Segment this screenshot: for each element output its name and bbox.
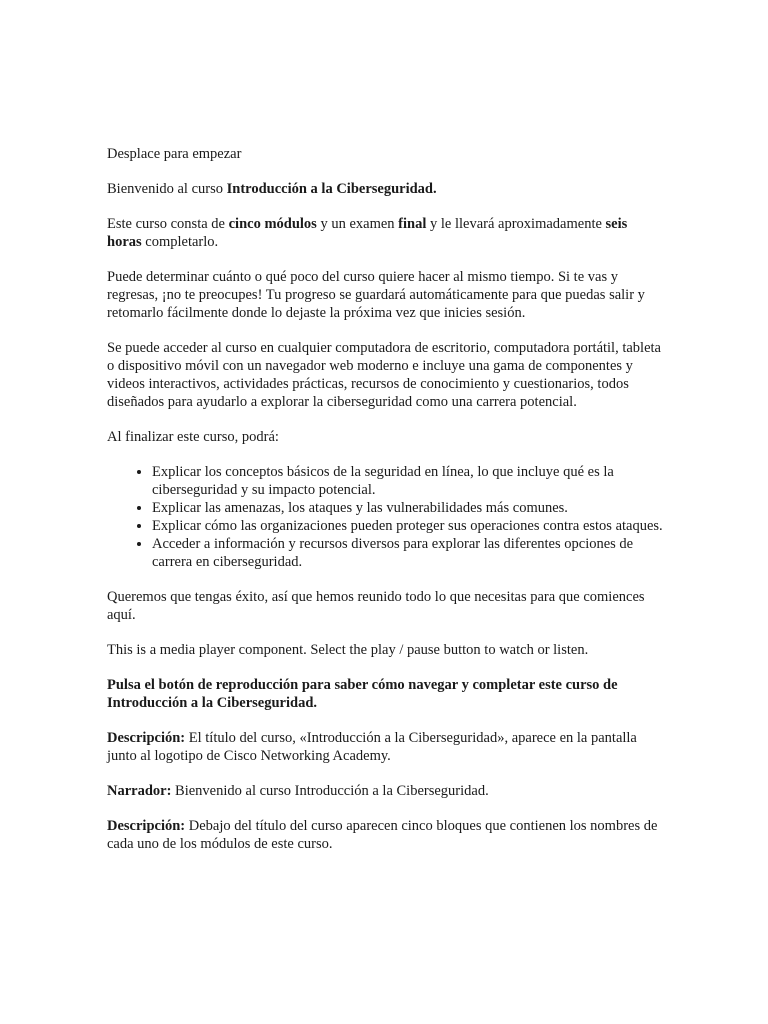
list-item: • Acceder a información y recursos diversos para explorar las diferentes opciones de carrera en ciberseguridad.	[152, 535, 663, 571]
list-item: • Explicar los conceptos básicos de la seguridad en línea, lo que incluye qué es la ciberseguridad y su impacto potencial.	[152, 463, 663, 499]
access-paragraph: Se puede acceder al curso en cualquier computadora de escritorio, computadora portátil, tableta o dispositivo móvil con un navegador web moderno e incluye una gama de componentes y videos interactivos, actividades prácticas, recursos de conocimiento y cuestionarios, todos diseñados para ayudarlo a explorar la ciberseguridad como una carrera potencial.	[107, 340, 661, 410]
list-item: • Explicar las amenazas, los ataques y las vulnerabilidades más comunes.	[152, 499, 663, 517]
play-instruction-text: Pulsa el botón de reproducción para saber cómo navegar y completar este curso de Introducción a la Ciberseguridad.	[107, 677, 618, 711]
transcript-label: Narrador:	[107, 783, 172, 799]
transcript-entry	[107, 782, 663, 800]
structure-hours: seis horas	[107, 216, 628, 250]
structure-text-2: y un examen	[316, 216, 399, 232]
welcome-paragraph	[107, 180, 663, 198]
transcript-label: Descripción:	[107, 730, 186, 746]
welcome-prefix: Bienvenido al curso	[107, 181, 227, 197]
transcript-text: Debajo del título del curso aparecen cinco bloques que contienen los nombres de cada uno de los módulos de este curso.	[107, 818, 658, 852]
play-instruction	[107, 676, 663, 712]
transcript-entry	[107, 817, 663, 853]
pace-paragraph: Puede determinar cuánto o qué poco del curso quiere hacer al mismo tiempo. Si te vas y regresas, ¡no te preocupes! Tu progreso se guardará automáticamente para que puedas salir y retomarlo fácilmente donde lo dejaste la próxima vez que inicies sesión.	[107, 269, 645, 321]
media-player-note: This is a media player component. Select the play / pause button to watch or listen.	[107, 642, 589, 658]
outcomes-intro: Al finalizar este curso, podrá:	[107, 429, 279, 445]
transcript-text: Bienvenido al curso Introducción a la Ciberseguridad.	[171, 783, 489, 799]
structure-modules: cinco módulos	[228, 216, 317, 232]
scroll-prompt: Desplace para empezar	[107, 146, 242, 162]
structure-text-1: Este curso consta de	[107, 216, 229, 232]
transcript-entry	[107, 729, 663, 765]
outcomes-list	[107, 463, 663, 571]
course-structure-paragraph	[107, 215, 663, 251]
transcript-text: El título del curso, «Introducción a la Ciberseguridad», aparece en la pantalla junto al logotipo de Cisco Networking Academy.	[107, 730, 637, 764]
course-name: Introducción a la Ciberseguridad.	[226, 181, 437, 197]
transcript-label: Descripción:	[107, 818, 186, 834]
list-item: • Explicar cómo las organizaciones pueden proteger sus operaciones contra estos ataques.	[152, 517, 663, 535]
structure-text-4: completarlo.	[141, 234, 219, 250]
structure-text-3: y le llevará aproximadamente	[426, 216, 606, 232]
success-paragraph: Queremos que tengas éxito, así que hemos reunido todo lo que necesitas para que comiences aquí.	[107, 589, 645, 623]
structure-final: final	[398, 216, 427, 232]
